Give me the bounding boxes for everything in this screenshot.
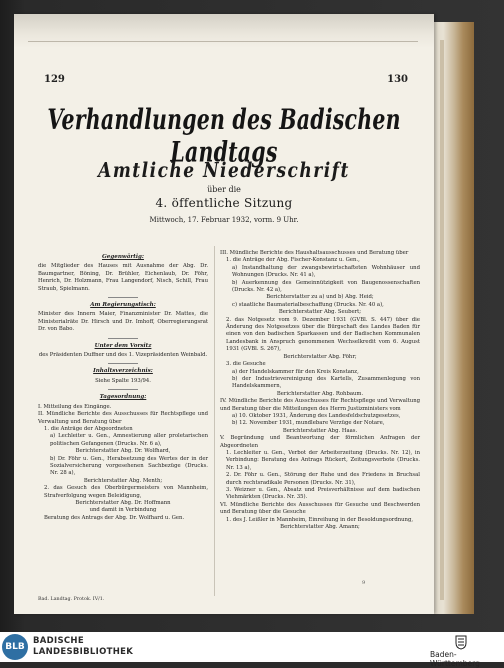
agenda-item: VI. Mündliche Berichte des Ausschusses für Gesuche und Beschwerden und Beratung über die Gesuche [220,501,420,516]
agenda-item: b) der Industrievereinigung des Kartells, Zusammenlegung von Handelskammern, [232,375,420,390]
column-divider [214,246,215,596]
agenda-rapporteur: Berichterstatter Abg. Seubert; [278,309,362,316]
agenda-item: Beratung des Antrags der Abg. Dr. Wolfhard u. Gen. [44,514,185,521]
agenda-item: b) Auerkennung des Gemeinnützigkeit von Baugenossenschaften (Drucks. Nr. 42 a), [232,279,420,294]
agenda-item: 3. die Gesuche [226,361,266,368]
document-title: Verhandlungen des Badischen Landtags [47,103,401,169]
agenda-item: b) 12. November 1931, mundlebare Verzüge der Notare, [232,420,385,427]
page-signature-mark: 9 [362,580,366,586]
agenda-connector: und damit in Verbindung [89,507,157,514]
footnote: Bad. Landtag. Protok. IV/1. [38,597,105,602]
title-ueber: über die [207,185,241,194]
agenda-item: 1. Lechleiter u. Gen., Verbot der Arbeiterzeitung (Drucks. Nr. 12), in Verbindung: Beratung des Antrags Rückert, Zeitungsverbote (Drucks. Nr. 13 a), [226,449,420,471]
document-page [14,14,434,614]
footer-banner [0,632,504,668]
book-edge-strip [440,40,444,600]
agenda-item: II. Mündliche Berichte des Ausschusses für Rechtspflege und Verwaltung und Beratung über [38,411,208,425]
separator-rule [108,363,138,364]
text-regierung: Minister des Innern Maier, Finanzminister Dr. Mattes, die Ministerialräte Dr. Hirsch und Dr. Imhoff, Oberregierungsrat Dr. von Babo. [38,311,208,333]
agenda-item: 1. die Anträge der Abg. Fischer-Konstanz u. Gen., [226,257,360,264]
agenda-item: III. Mündliche Berichte des Haushaltsausschusses und Beratung über [220,250,409,256]
agenda-item: a) der Handelskammer für den Kreis Konstanz, [232,368,359,375]
agenda-item: a) Instandhaltung der zwangsbewirtschafteten Wohnhäuser und Wohnungen (Drucks. Nr. 41 a), [232,264,420,279]
agenda-item: 2. das Gesuch des Oberbürgermeisters von Mannheim, Strafverfolgung wegen Beleidigung, [44,485,208,499]
library-name-line2: LANDESBIBLIOTHEK [33,647,134,657]
separator-rule [108,297,138,298]
agenda-item: 1. die Anträge der Abgeordneten [44,425,133,432]
agenda-rapporteur: Berichterstatter Abg. Föhr; [283,353,357,360]
agenda-rapporteur: Berichterstatter Abg. Dr. Hoffmann [75,499,171,506]
heading-tagesordnung: Tagesordnung: [99,394,147,401]
heading-regierung: Am Regierungstisch: [90,302,156,309]
agenda-item: 2. Dr. Föhr u. Gen., Störung der Ruhe und des Friedens in Bruchsal durch rechtsradikale Personen (Drucks. Nr. 31), [226,472,420,486]
baden-wuerttemberg-crest-icon [453,634,469,650]
library-name-line1: BADISCHE [33,636,84,646]
book-edge [430,22,474,614]
agenda-rapporteur: Berichterstatter Abg. Haas. [282,427,358,434]
heading-vorsitz: Unter dem Vorsitz [94,342,152,349]
agenda-item: I. Mitteilung des Eingänge. [38,403,112,410]
blb-logo[interactable]: BLB [2,634,28,660]
page-number-right: 130 [387,74,408,85]
agenda-rapporteur: Berichterstatter Abg. Rohbaum. [276,390,364,397]
agenda-item: c) staatliche Baumaterialbeschaffung (Drucks. Nr. 40 a), [232,301,384,308]
text-gegenwaertig: die Mitglieder des Hauses mit Ausnahme der Abg. Dr. Baumgartner, Böning, Dr. Brühler, Eichenlaub, Dr. Föhr, Henrich, Dr. Holzmann, Frau Langendorf, Nisch, Schill, Frau Straub, Spielmann. [38,263,208,292]
state-name: Baden-Württemberg [430,650,480,668]
agenda-item: 2. das Notgesetz vom 9. Dezember 1931 (GVBl. S. 447) über die Änderung des Notgesetzes über die Bürgschaft des Landes Baden für einen von den badischen Sparkassen und der Badischen Kommunalen Landesbank in Anspruch genommenen Wechselkredit vom 6. August 1931 (GVBl. S. 267), [226,316,420,353]
separator-rule [108,389,138,390]
separator-rule [108,338,138,339]
heading-gegenwaertig: Gegenwärtig: [102,254,144,260]
text-vorsitz: des Präsidenten Duffner und des 1. Vizepräsidenten Weinbald. [38,352,208,359]
left-column [38,250,208,522]
page-top-shade [14,14,434,48]
agenda-rapporteur: Berichterstatter zu a) und b) Abg. Heid; [266,294,374,301]
agenda-item: a) Lechleiter u. Gen., Amnestierung aller proletarischen politischen Gefangenen (Drucks. Nr. 6 a), [50,433,208,447]
session-date: Mittwoch, 17. Februar 1932, vorm. 9 Uhr. [149,216,299,224]
agenda-item: 3. Weizner u. Gen., Absatz und Preisverhältnisse auf dem badischen Viehmärkten (Drucks. Nr. 35). [226,487,420,501]
page-top-rule [28,41,418,42]
agenda-item: IV. Mündliche Berichte des Ausschusses für Rechtspflege und Verwaltung und Beratung über die Mitteilungen des Herrn Justizministers vom [220,398,420,412]
agenda-rapporteur: Berichterstatter Abg. Menth; [83,477,163,484]
text-inhalt: Siehe Spalte 193/94. [95,377,151,384]
agenda-item: V. Begründung und Beantwortung der förmlichen Anfragen der Abgeordneten [220,435,420,449]
page-number-left: 129 [44,74,65,85]
right-column [220,250,420,531]
agenda-rapporteur: Berichterstatter Abg. Amann; [280,524,360,531]
agenda-item: 1. des J. Leißler in Mannheim, Einreihung in der Besoldungsordnung, [226,516,414,523]
agenda-rapporteur: Berichterstatter Abg. Dr. Wolfhard, [75,448,171,455]
agenda-item: a) 10. Oktober 1931, Änderung des Landesfeldschutzgesetzes, [232,412,401,419]
library-name[interactable] [33,636,133,658]
agenda-item: b) Dr. Föhr u. Gen., Herabsetzung des Wertes der in der Sozialversicherung vorgesehenen Sachbezüge (Drucks. Nr. 28 a), [50,455,208,477]
heading-inhalt: Inhaltsverzeichnis: [93,368,153,375]
document-subtitle: Amtliche Niederschrift [98,159,350,183]
session-title: 4. öffentliche Sitzung [155,196,293,210]
